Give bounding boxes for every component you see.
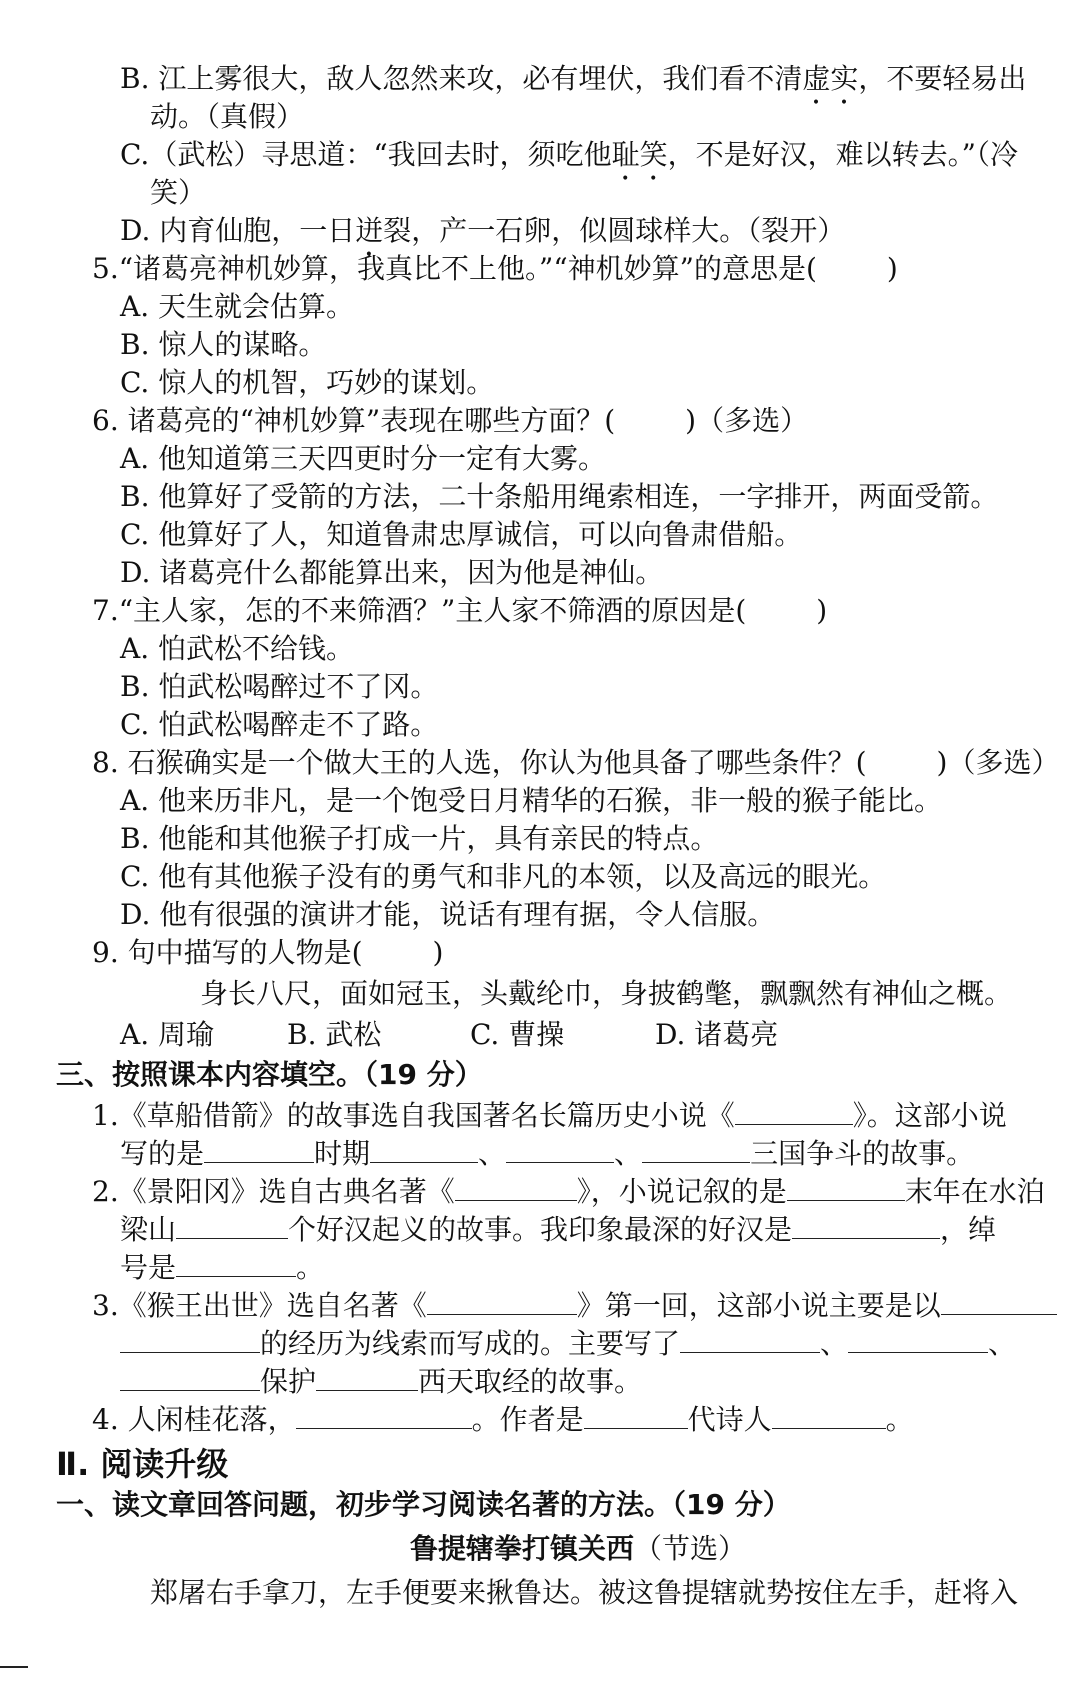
fill-blank[interactable]: [120, 1362, 260, 1391]
fill-blank[interactable]: [370, 1134, 478, 1163]
q5-option-a: A. 天生就会估算。: [120, 290, 355, 323]
q9-stem: 9. 句中描写的人物是( ): [92, 936, 444, 969]
fill-blank[interactable]: [848, 1324, 988, 1353]
fill-blank[interactable]: [787, 1172, 905, 1201]
reading-section-1-title: 一、读文章回答问题，初步学习阅读名著的方法。（19 分）: [56, 1488, 791, 1521]
q8-option-a: A. 他来历非凡，是一个饱受日月精华的石猴，非一般的猴子能比。: [120, 784, 943, 817]
fill-3-line-3: 保护 西天取经的故事。: [120, 1362, 642, 1400]
q7-option-c: C. 怕武松喝醉走不了路。: [120, 708, 439, 741]
fill-blank[interactable]: [427, 1286, 577, 1315]
fill-blank[interactable]: [204, 1134, 314, 1163]
fill-3-line-1: 3.《猴王出世》选自名著《 》第一回，这部小说主要是以: [92, 1286, 1057, 1324]
q4-option-c-cont: 笑）: [150, 176, 207, 209]
fill-blank[interactable]: [455, 1172, 577, 1201]
emphasis-word: 虚实: [802, 62, 859, 95]
part-2-title: Ⅱ. 阅读升级: [56, 1445, 229, 1483]
q9-option-c: C. 曹操: [470, 1018, 565, 1051]
q6-option-d: D. 诸葛亮什么都能算出来，因为他是神仙。: [120, 556, 664, 589]
passage-title: 鲁提辖拳打镇关西（节选）: [410, 1532, 747, 1565]
q5-option-c: C. 惊人的机智，巧妙的谋划。: [120, 366, 495, 399]
emphasis-word: 迸: [355, 214, 384, 247]
q9-option-a: A. 周瑜: [120, 1018, 215, 1051]
fill-2-line-1: 2.《景阳冈》选自古典名著《 》，小说记叙的是 末年在水泊: [92, 1172, 1045, 1210]
fill-blank[interactable]: [680, 1324, 820, 1353]
fill-blank[interactable]: [792, 1210, 940, 1239]
q6-option-a: A. 他知道第三天四更时分一定有大雾。: [120, 442, 607, 475]
q9-quote: 身长八尺，面如冠玉，头戴纶巾，身披鹤氅，飘飘然有神仙之概。: [200, 977, 1013, 1010]
q4-option-c: C.（武松）寻思道：“我回去时，须吃他耻笑，不是好汉，难以转去。”（冷: [120, 138, 1018, 171]
fill-blank[interactable]: [176, 1210, 288, 1239]
q8-stem: 8. 石猴确实是一个做大王的人选，你认为他具备了哪些条件？( )（多选）: [92, 746, 1060, 779]
fill-blank[interactable]: [506, 1134, 614, 1163]
q4-option-b-cont: 动。（真假）: [150, 100, 305, 133]
fill-blank[interactable]: [120, 1324, 260, 1353]
q8-option-c: C. 他有其他猴子没有的勇气和非凡的本领，以及高远的眼光。: [120, 860, 887, 893]
fill-1-line-2: 写的是 时期 、 、 三国争斗的故事。: [120, 1134, 974, 1172]
q9-option-d: D. 诸葛亮: [655, 1018, 779, 1051]
fill-blank[interactable]: [735, 1096, 853, 1125]
fill-blank[interactable]: [642, 1134, 750, 1163]
fill-2-line-3: 号是 。: [120, 1248, 324, 1286]
fill-blank[interactable]: [772, 1400, 886, 1429]
fill-blank[interactable]: [296, 1400, 472, 1429]
fill-blank[interactable]: [316, 1362, 418, 1391]
q6-option-b: B. 他算好了受箭的方法，二十条船用绳索相连，一字排开，两面受箭。: [120, 480, 999, 513]
fill-blank[interactable]: [176, 1248, 296, 1277]
q4-option-b: B. 江上雾很大，敌人忽然来攻，必有埋伏，我们看不清虚实，不要轻易出: [120, 62, 1027, 95]
section-3-title: 三、按照课本内容填空。（19 分）: [56, 1058, 483, 1091]
q9-option-b: B. 武松: [287, 1018, 382, 1051]
q7-stem: 7.“主人家，怎的不来筛酒？”主人家不筛酒的原因是( ): [92, 594, 828, 627]
q5-stem: 5.“诸葛亮神机妙算，我真比不上他。”“神机妙算”的意思是( ): [92, 252, 898, 285]
page-edge-mark: [0, 1666, 28, 1668]
q6-stem: 6. 诸葛亮的“神机妙算”表现在哪些方面？( )（多选）: [92, 404, 809, 437]
emphasis-word: 耻笑: [611, 138, 668, 171]
q5-option-b: B. 惊人的谋略。: [120, 328, 327, 361]
q8-option-b: B. 他能和其他猴子打成一片，具有亲民的特点。: [120, 822, 719, 855]
fill-4: 4. 人闲桂花落， 。作者是 代诗人 。: [92, 1400, 914, 1438]
q6-option-c: C. 他算好了人，知道鲁肃忠厚诚信，可以向鲁肃借船。: [120, 518, 803, 551]
fill-1-line-1: 1.《草船借箭》的故事选自我国著名长篇历史小说《 》。这部小说: [92, 1096, 1007, 1134]
q7-option-b: B. 怕武松喝醉过不了冈。: [120, 670, 439, 703]
fill-blank[interactable]: [941, 1286, 1057, 1315]
q8-option-d: D. 他有很强的演讲才能，说话有理有据，令人信服。: [120, 898, 776, 931]
q7-option-a: A. 怕武松不给钱。: [120, 632, 355, 665]
q4-option-d: D. 内育仙胞，一日迸裂，产一石卵，似圆球样大。（裂开）: [120, 214, 846, 247]
fill-blank[interactable]: [584, 1400, 688, 1429]
fill-3-line-2: 的经历为线索而写成的。主要写了 、 、: [120, 1324, 1016, 1362]
fill-2-line-2: 梁山 个好汉起义的故事。我印象最深的好汉是 ，绰: [120, 1210, 996, 1248]
passage-line-1: 郑屠右手拿刀，左手便要来揪鲁达。被这鲁提辖就势按住左手，赶将入: [150, 1576, 1019, 1609]
